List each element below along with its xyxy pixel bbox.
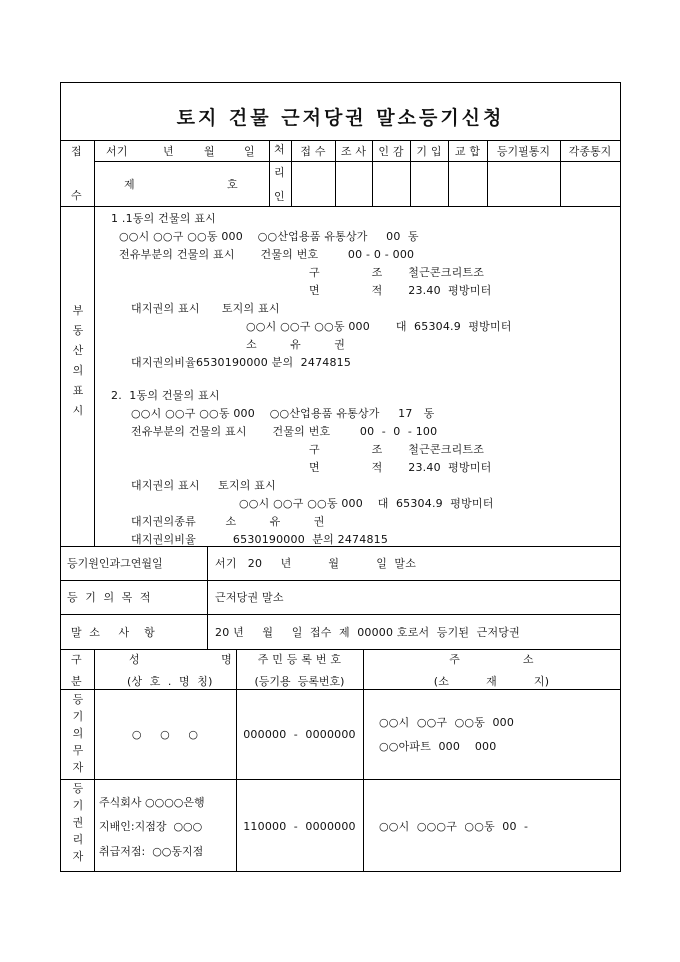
property-line: 대지권의비율 6530190000 분의 2474815 xyxy=(131,533,389,546)
purpose-label: 등 기 의 목 적 xyxy=(67,591,151,604)
party-header-name: 성 명 xyxy=(129,653,232,666)
party-header-gubun-top: 구 xyxy=(71,653,82,666)
col-seal: 인 감 xyxy=(378,145,404,158)
reception-label-bottom: 수 xyxy=(71,189,82,202)
party-header-reg: 주 민 등 록 번 호 xyxy=(257,653,342,666)
obligor-name: ○ ○ ○ xyxy=(131,728,199,741)
obligor-label: 등 기 의 무 자 xyxy=(72,693,84,774)
property-line: ○○시 ○○구 ○○동 000 ○○산업용품 유통상가 00 동 xyxy=(119,230,419,243)
cause-value: 서기 20 년 월 일 말소 xyxy=(215,557,417,570)
obligee-name-line1: 주식회사 ○○○○은행 xyxy=(99,796,205,809)
property-side-label: 부 동 산 의 표 시 xyxy=(72,304,84,417)
col-reception: 접 수 xyxy=(300,145,326,158)
property-line: 구 조 철근콘크리트조 xyxy=(309,266,485,279)
cancel-value: 20 년 월 일 접수 제 00000 호로서 등기된 근저당권 xyxy=(215,626,520,639)
reception-number-suffix: 호 xyxy=(227,178,238,191)
party-header-name-sub: (상 호 . 명 칭) xyxy=(127,675,213,688)
col-collation: 교 합 xyxy=(454,145,481,158)
party-header-addr: 주 소 xyxy=(449,653,534,666)
registration-form xyxy=(60,82,621,872)
processing-char-2: 리 xyxy=(274,166,285,179)
obligee-name-line2: 지배인:지점장 ○○○ xyxy=(99,820,203,833)
property-line: 대지권의 표시 토지의 표시 xyxy=(131,479,276,492)
property-line: 1 .1동의 건물의 표시 xyxy=(111,212,216,225)
property-line: 면 적 23.40 평방미터 xyxy=(309,461,492,474)
processing-char-3: 인 xyxy=(274,190,285,203)
property-line: 구 조 철근콘크리트조 xyxy=(309,443,485,456)
form-title: 토지 건물 근저당권 말소등기신청 xyxy=(176,107,505,129)
property-line: ○○시 ○○구 ○○동 000 대 65304.9 평방미터 xyxy=(239,497,494,510)
property-line: 대지권의비율6530190000 분의 2474815 xyxy=(131,356,352,369)
property-line: ○○시 ○○구 ○○동 000 대 65304.9 평방미터 xyxy=(246,320,512,333)
reception-number-prefix: 제 xyxy=(124,178,135,191)
obligee-name-line3: 취급저점: ○○동지점 xyxy=(99,845,204,858)
party-header-addr-sub: (소 재 지) xyxy=(433,675,550,688)
reception-date-year: 년 xyxy=(163,145,174,158)
processing-char-1: 처 xyxy=(274,143,285,156)
obligor-addr-line2: ○○아파트 000 000 xyxy=(379,740,497,753)
obligee-reg-no: 110000 - 0000000 xyxy=(243,820,356,833)
property-line: 대지권의 표시 토지의 표시 xyxy=(131,302,280,315)
obligor-addr-line1: ○○시 ○○구 ○○동 000 xyxy=(379,716,515,729)
cause-label: 등기원인과그연월일 xyxy=(67,557,163,570)
party-header-reg-sub: (등기용 등록번호) xyxy=(254,675,345,688)
reception-date-era: 서기 xyxy=(106,145,128,158)
property-line: 2. 1동의 건물의 표시 xyxy=(111,389,220,402)
col-completion-notice: 등기필통지 xyxy=(496,145,551,158)
obligee-addr: ○○시 ○○○구 ○○동 00 - xyxy=(379,820,529,833)
property-line: 대지권의종류 소 유 권 xyxy=(131,515,325,528)
property-line: ○○시 ○○구 ○○동 000 ○○산업용품 유통상가 17 동 xyxy=(131,407,435,420)
property-line: 면 적 23.40 평방미터 xyxy=(309,284,492,297)
col-various-notice: 각종통지 xyxy=(568,145,612,158)
reception-date-month: 월 xyxy=(204,145,215,158)
property-line: 전유부분의 건물의 표시 건물의 번호 00 - 0 - 100 xyxy=(131,425,438,438)
col-entry: 기 입 xyxy=(416,145,442,158)
property-line: 전유부분의 건물의 표시 건물의 번호 00 - 0 - 000 xyxy=(119,248,415,261)
obligee-label: 등 기 권 리 자 xyxy=(72,782,84,863)
cancel-label: 말 소 사 항 xyxy=(71,626,155,639)
reception-label-top: 접 xyxy=(71,145,82,158)
property-line: 소 유 권 xyxy=(246,338,346,351)
reception-date-day: 일 xyxy=(244,145,255,158)
party-header-gubun-bottom: 분 xyxy=(71,675,82,688)
purpose-value: 근저당권 말소 xyxy=(215,591,284,604)
obligor-reg-no: 000000 - 0000000 xyxy=(243,728,356,741)
col-inspection: 조 사 xyxy=(340,145,367,158)
